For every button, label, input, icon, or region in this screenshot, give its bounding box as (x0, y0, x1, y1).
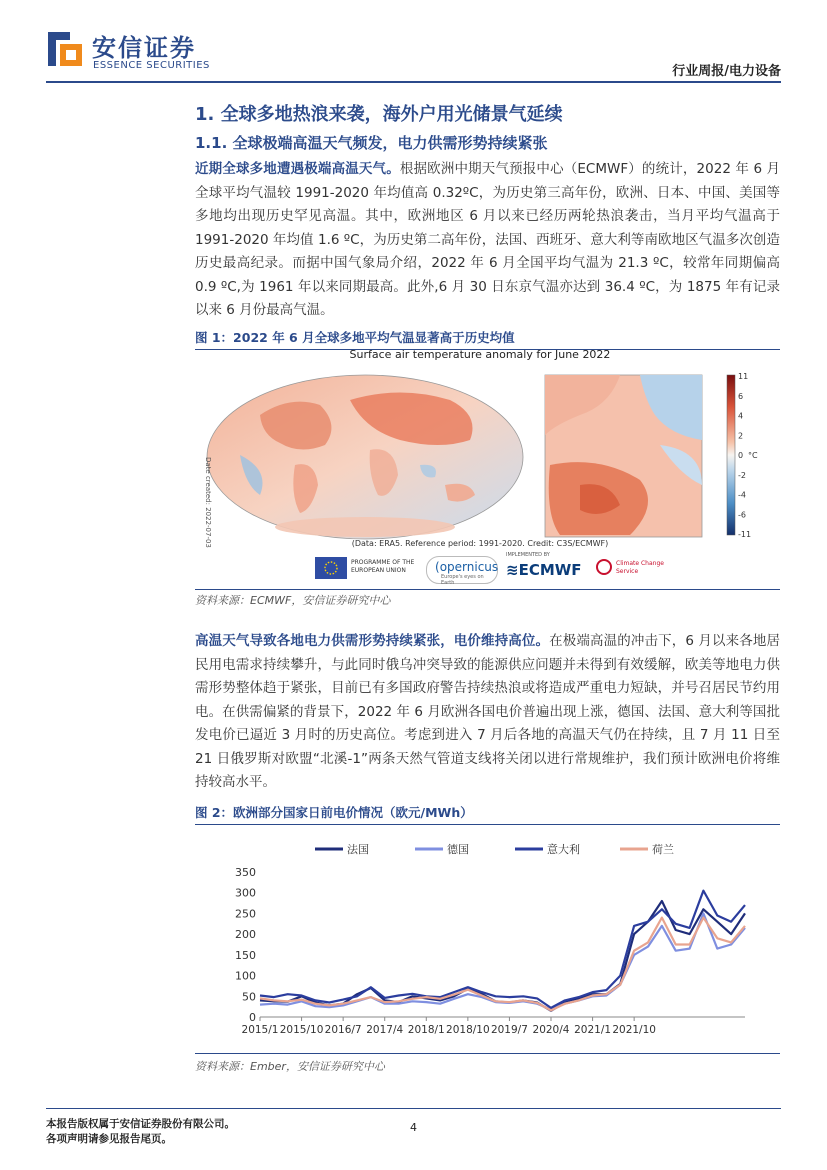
company-name-cn: 安信证券 (92, 34, 196, 62)
x-tick-label: 2021/1 (574, 1024, 612, 1036)
ecmwf-logo (506, 561, 582, 579)
legend-label: 荷兰 (652, 843, 674, 856)
series-line-法国 (260, 901, 745, 1011)
section-heading: 1. 全球多地热浪来袭，海外户用光储景气延续 (195, 104, 563, 125)
footer-divider (46, 1108, 781, 1109)
colorbar-tick-label: 11 (738, 372, 749, 381)
company-logo-icon (46, 30, 84, 68)
x-tick-label: 2018/10 (446, 1024, 490, 1036)
colorbar-tick-label: -11 (738, 530, 752, 539)
y-tick-label: 250 (235, 907, 256, 921)
colorbar-unit: °C (748, 451, 758, 460)
paragraph-body: 在极端高温的冲击下，6 月以来各地居民用电需求持续攀升，与此同时俄乌冲突导致的能源供应问题并未得到有效缓解，欧美等地电力供需形势整体趋于紧张，目前已有多国政府警告持续热浪或将造成严重电力短缺，并号召居民节约用电。在供需偏紧的背景下，2022 年 6 月欧洲各国电价普遍出现上涨，德国、法国、意大利等国批发电价已逼近 3 月时的历史高位。考虑到进入 7 月后各地的高温天气仍在持续，且 7 月 11 日至 21 日俄罗斯对欧盟“北溪-1”两条天然气管道支线将关闭以进行常规维护，我们预计欧洲电价将维持较高水平。 (195, 633, 780, 790)
x-tick-label: 2021/10 (612, 1024, 656, 1036)
copernicus-name: opernicus (439, 560, 499, 574)
x-tick-label: 2019/7 (490, 1024, 528, 1036)
report-category: 行业周报/电力设备 (672, 64, 781, 79)
c3s-name: Climate Change Service (616, 560, 664, 575)
y-tick-label: 350 (235, 866, 256, 879)
legend-label: 法国 (347, 843, 369, 856)
map-date-note: Date created: 2022-07-03 (204, 457, 212, 548)
figure-1-source: 资料来源：ECMWF，安信证券研究中心 (195, 594, 391, 607)
world-anomaly-map (204, 375, 523, 548)
figure-1-bottom-rule (195, 589, 780, 590)
price-line-chart (200, 832, 780, 1047)
y-tick-label: 50 (242, 990, 256, 1004)
x-tick-label: 2020/4 (532, 1024, 570, 1036)
ecmwf-name: ECMWF (518, 561, 582, 579)
colorbar (727, 372, 758, 539)
c3s-logo-icon (596, 559, 612, 575)
paragraph-heatwave (195, 158, 780, 323)
company-name-en: ESSENCE SECURITIES (93, 60, 210, 71)
copernicus-tagline: Europe's eyes on Earth (441, 574, 484, 586)
x-tick-label: 2018/1 (407, 1024, 445, 1036)
ecmwf-implemented: IMPLEMENTED BY (506, 552, 550, 558)
series-line-意大利 (260, 891, 745, 1008)
map-credit: (Data: ERA5. Reference period: 1991-2020. Credit: C3S/ECMWF) (351, 539, 609, 548)
colorbar-tick-label: -6 (738, 510, 746, 520)
x-tick-label: 2017/4 (366, 1024, 404, 1036)
ecmwf-wave-icon: ≋ (506, 561, 519, 579)
figure-2-bottom-rule (195, 1053, 780, 1054)
colorbar-tick-label: 4 (738, 411, 744, 421)
subsection-heading: 1.1. 全球极端高温天气频发，电力供需形势持续紧张 (195, 134, 548, 152)
y-tick-label: 150 (235, 948, 256, 962)
colorbar-tick-label: 6 (738, 391, 744, 401)
series-line-德国 (260, 913, 745, 1009)
map-title: Surface air temperature anomaly for June 2022 (349, 348, 611, 361)
figure-1-title: 图 1：2022 年 6 月全球多地平均气温显著高于历史均值 (195, 328, 780, 350)
y-tick-label: 300 (235, 886, 256, 900)
colorbar-tick-label: -4 (738, 490, 746, 500)
x-tick-label: 2015/10 (279, 1024, 324, 1036)
eu-programme-text: PROGRAMME OF THE EUROPEAN UNION (351, 559, 415, 574)
paragraph-body: 根据欧洲中期天气预报中心（ECMWF）的统计，2022 年 6 月全球平均气温较 1991-2020 年均值高 0.32ºC，为历史第三高年份，欧洲、日本、中国、美国等多地均出现历史罕见高温。其中，欧洲地区 6 月以来已经历两轮热浪袭击，当月平均气温高于 1991-2020 年均值 1.6 ºC，为历史第二高年份，法国、西班牙、意大利等南欧地区气温多次创造历史最高纪录。而据中国气象局介绍，2022 年 6 月全国平均气温为 21.3 ºC，较常年同期偏高 0.9 ºC,为 1961 年以来同期最高。此外,6 月 30 日东京气温亦达到 36.4 ºC，为 1875 年有记录以来 6 月份最高气温。 (195, 161, 780, 318)
copernicus-logo: (opernicus Europe's eyes on Earth (426, 556, 498, 584)
header-divider (46, 81, 781, 83)
colorbar-tick-label: 2 (738, 431, 744, 441)
x-tick-label: 2015/1 (241, 1024, 279, 1036)
legend-label: 意大利 (547, 843, 580, 856)
figure-2-source: 资料来源：Ember，安信证券研究中心 (195, 1060, 385, 1073)
colorbar-tick-label: -2 (738, 470, 746, 480)
colorbar-tick-label: 0 (738, 451, 744, 460)
x-tick-label: 2016/7 (324, 1024, 362, 1036)
y-tick-label: 100 (235, 969, 256, 983)
legend-label: 德国 (447, 843, 469, 856)
footer-disclaimer: 各项声明请参见报告尾页。 (46, 1133, 172, 1145)
paragraph-lead: 高温天气导致各地电力供需形势持续紧张，电价维持高位。 (195, 633, 550, 649)
footer-copyright: 本报告版权属于安信证券股份有限公司。 (46, 1118, 235, 1130)
y-tick-label: 0 (249, 1011, 256, 1024)
page-number: 4 (410, 1121, 417, 1134)
y-tick-label: 200 (235, 928, 256, 942)
eu-flag-icon (315, 557, 347, 579)
europe-anomaly-map (545, 375, 702, 537)
paragraph-lead: 近期全球多地遭遇极端高温天气。 (195, 161, 400, 177)
figure-2-title: 图 2：欧洲部分国家日前电价情况（欧元/MWh） (195, 803, 780, 825)
paragraph-power-prices (195, 630, 780, 795)
